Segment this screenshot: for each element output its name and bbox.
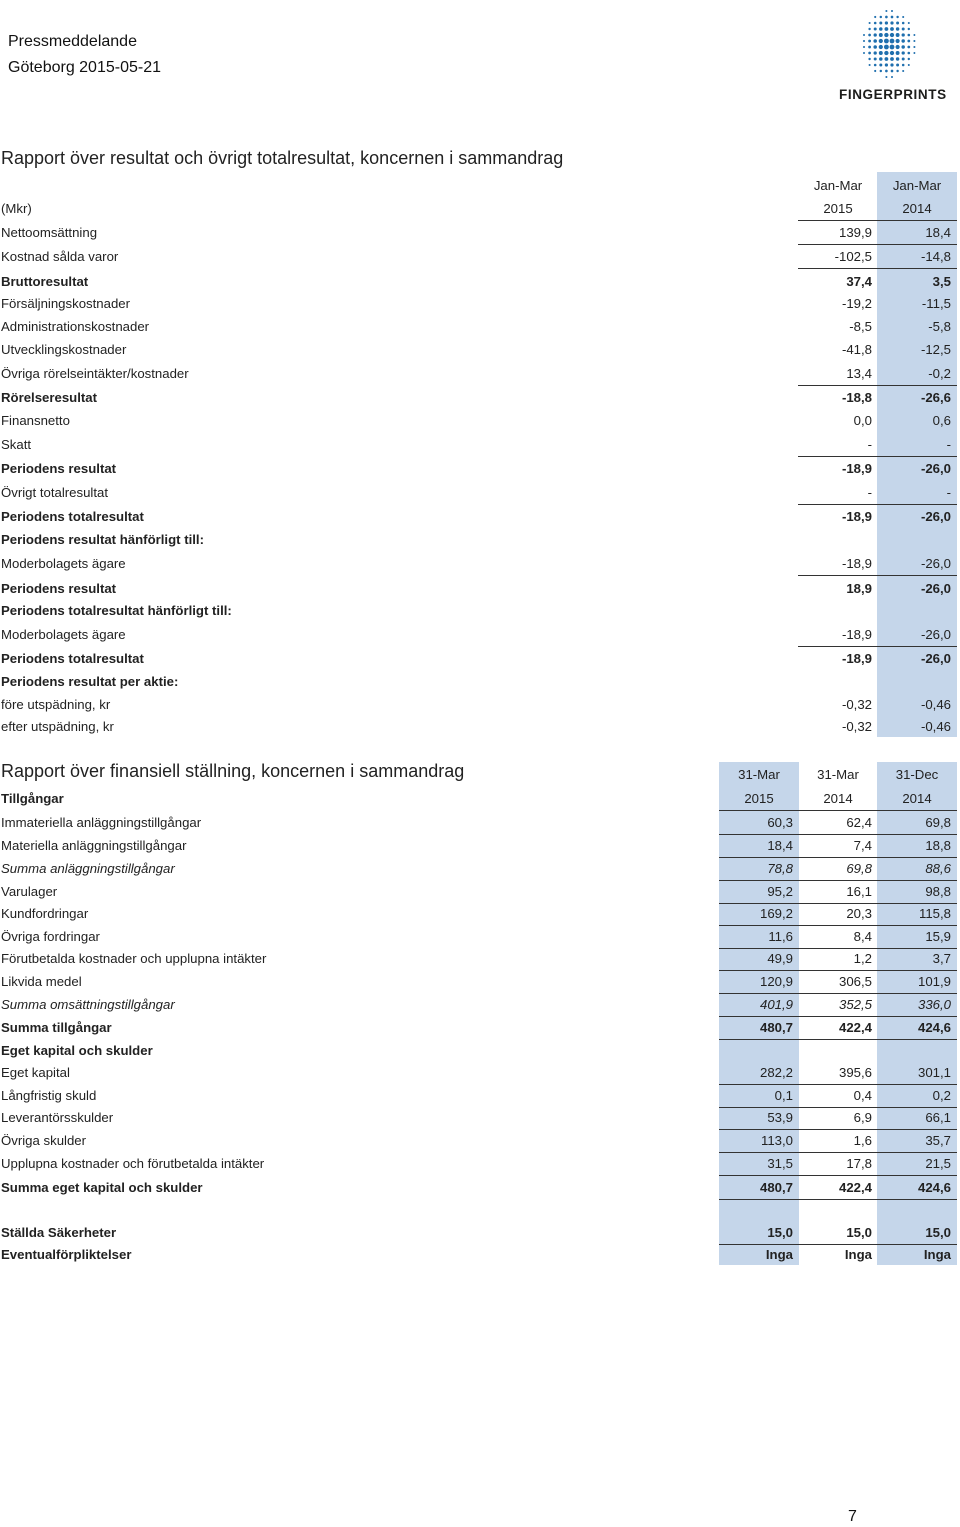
- value-cell: -0,46: [920, 719, 951, 734]
- logo-dot: [902, 58, 905, 61]
- table-row: [0, 410, 958, 432]
- logo-dot: [863, 52, 865, 54]
- table-row: [0, 458, 958, 480]
- table-row: [0, 482, 958, 504]
- logo-dot: [896, 70, 898, 72]
- value-cell: -11,5: [921, 296, 951, 311]
- fingerprint-logo-icon: [860, 8, 918, 80]
- value-cell: -26,0: [920, 651, 951, 666]
- value-cell: 8,4: [798, 926, 878, 949]
- row-label: Kostnad sålda varor: [1, 249, 119, 264]
- value-cell: -19,2: [841, 296, 872, 311]
- table-row: [0, 222, 958, 244]
- logo-dot: [885, 63, 888, 66]
- value-cell: 139,9: [798, 222, 878, 245]
- table-row: [0, 316, 958, 338]
- logo-dot: [907, 40, 910, 43]
- row-label: Skatt: [1, 437, 32, 452]
- logo-dot: [879, 64, 882, 67]
- income-head1-col2: Jan-Mar: [892, 178, 942, 193]
- logo-dot: [880, 70, 882, 72]
- row-label: Finansnetto: [1, 413, 70, 428]
- logo-dot: [913, 40, 915, 42]
- balance-head1-col2: 31-Mar: [817, 767, 859, 782]
- logo-dot: [902, 28, 905, 31]
- table-row: [0, 1062, 958, 1084]
- value-cell: -26,0: [920, 509, 951, 524]
- balance-head1-col1: 31-Mar: [738, 767, 780, 782]
- value-cell: 3,7: [877, 948, 957, 971]
- table-row: [0, 812, 958, 834]
- value-cell: -8,5: [849, 319, 872, 334]
- table-row: [0, 1177, 958, 1199]
- balance-header-row-1: [0, 764, 958, 786]
- row-label: Materiella anläggningstillgångar: [1, 838, 187, 853]
- value-cell: 11,6: [719, 926, 799, 949]
- value-cell: 15,9: [877, 926, 957, 949]
- logo-dot: [896, 16, 898, 18]
- value-cell: 0,0: [853, 413, 872, 428]
- table-row: [0, 434, 958, 456]
- value-cell: 21,5: [877, 1153, 957, 1176]
- value-cell: 37,4: [846, 274, 872, 289]
- logo-dot: [869, 64, 871, 66]
- value-cell: 395,6: [798, 1062, 878, 1085]
- table-row: [0, 271, 958, 293]
- table-row: [0, 926, 958, 948]
- balance-section-assets: Tillgångar: [1, 791, 64, 806]
- logo-dot: [884, 51, 888, 55]
- logo-dot: [863, 40, 865, 42]
- logo-dot: [879, 51, 883, 55]
- table-row: [0, 1107, 958, 1129]
- table-row: [0, 971, 958, 993]
- table-row: [0, 1153, 958, 1175]
- value-cell: 95,2: [719, 881, 799, 904]
- logo-dot: [890, 63, 893, 66]
- table-row: [0, 293, 958, 315]
- value-cell: 282,2: [719, 1062, 799, 1085]
- row-label: Immateriella anläggningstillgångar: [1, 815, 202, 830]
- value-cell: -26,0: [877, 624, 957, 647]
- value-cell: 301,1: [877, 1062, 957, 1085]
- logo-dot: [891, 10, 893, 12]
- value-cell: -18,9: [841, 651, 872, 666]
- row-label: Periodens resultat hänförligt till:: [1, 532, 204, 547]
- balance-head2-col3: 2014: [877, 788, 957, 811]
- logo-dot: [885, 76, 887, 78]
- logo-dot: [913, 34, 915, 36]
- logo-dot: [879, 39, 883, 43]
- logo-dot: [913, 52, 915, 54]
- logo-dot: [863, 34, 865, 36]
- table-row: [0, 529, 958, 551]
- value-cell: 18,4: [719, 835, 799, 858]
- table-row: [0, 339, 958, 361]
- value-cell: 88,6: [877, 858, 957, 881]
- logo-dot: [868, 40, 871, 43]
- logo-dot: [896, 27, 899, 30]
- value-cell: -18,9: [841, 509, 872, 524]
- logo-dot: [885, 57, 889, 61]
- value-cell: 424,6: [877, 1017, 957, 1040]
- row-label: Rörelseresultat: [1, 390, 98, 405]
- value-cell: -5,8: [928, 319, 951, 334]
- logo-dot: [907, 52, 910, 55]
- table-row: [0, 1244, 958, 1266]
- logo-dot: [874, 27, 877, 30]
- value-cell: 78,8: [719, 858, 799, 881]
- logo-dot: [896, 51, 900, 55]
- value-cell: 49,9: [719, 948, 799, 971]
- row-label: Moderbolagets ägare: [1, 627, 126, 642]
- row-label: Ställda Säkerheter: [1, 1225, 117, 1240]
- value-cell: 15,0: [798, 1222, 878, 1245]
- logo-dot: [890, 33, 894, 37]
- logo-dot: [879, 57, 883, 61]
- logo-dot: [908, 22, 910, 24]
- logo-dot: [868, 46, 871, 49]
- value-cell: 60,3: [719, 812, 799, 835]
- balance-sheet-title: Rapport över finansiell ställning, koncernen i sammandrag: [1, 761, 465, 781]
- value-cell: -0,32: [841, 719, 872, 734]
- logo-dot: [885, 21, 888, 24]
- value-cell: Inga: [923, 1247, 951, 1262]
- income-head2-col2: 2014: [877, 198, 957, 221]
- page-number: 7: [848, 1508, 857, 1525]
- income-head1-col1: Jan-Mar: [813, 178, 863, 193]
- row-label: Övriga skulder: [1, 1133, 87, 1148]
- value-cell: 7,4: [798, 835, 878, 858]
- table-row: [0, 363, 958, 385]
- logo-dot: [891, 70, 894, 73]
- table-row: [0, 694, 958, 716]
- table-row: [0, 624, 958, 646]
- row-label: Summa eget kapital och skulder: [1, 1180, 203, 1195]
- logo-dot: [873, 45, 877, 49]
- logo-dot: [869, 22, 871, 24]
- value-cell: 115,8: [877, 903, 957, 926]
- value-cell: 101,9: [877, 971, 957, 994]
- logo-dot: [874, 51, 877, 54]
- logo-dot: [868, 52, 871, 55]
- table-row: [0, 994, 958, 1016]
- table-row: [0, 648, 958, 670]
- logo-dot: [879, 27, 883, 31]
- logo-dot: [868, 28, 870, 30]
- table-row: [0, 1017, 958, 1039]
- row-label: Eget kapital: [1, 1065, 70, 1080]
- logo-dot: [874, 70, 876, 72]
- value-cell: -: [877, 482, 957, 505]
- logo-dot: [890, 51, 894, 55]
- row-label: Övrigt totalresultat: [1, 485, 109, 500]
- row-label: Summa tillgångar: [1, 1020, 112, 1035]
- logo-dot: [874, 16, 876, 18]
- table-row: [0, 1130, 958, 1152]
- row-label: Utvecklingskostnader: [1, 342, 127, 357]
- value-cell: -14,8: [877, 246, 957, 269]
- value-cell: 31,5: [719, 1153, 799, 1176]
- table-row: [0, 600, 958, 622]
- logo-dot: [896, 57, 899, 60]
- table-row: [0, 716, 958, 738]
- header-date: Göteborg 2015-05-21: [8, 59, 161, 76]
- table-row: [0, 835, 958, 857]
- row-label: Förutbetalda kostnader och upplupna intäkter: [1, 951, 267, 966]
- value-cell: -18,8: [841, 390, 872, 405]
- value-cell: 480,7: [719, 1177, 799, 1200]
- income-statement-title: Rapport över resultat och övrigt totalresultat, koncernen i sammandrag: [1, 148, 564, 168]
- value-cell: -0,46: [920, 697, 951, 712]
- logo-dot: [907, 34, 910, 37]
- value-cell: -: [877, 434, 957, 457]
- value-cell: 20,3: [798, 903, 878, 926]
- value-cell: Inga: [765, 1247, 793, 1262]
- value-cell: 422,4: [798, 1177, 878, 1200]
- row-label: Periodens resultat: [1, 461, 117, 476]
- income-header-row-1: [0, 175, 958, 197]
- value-cell: 15,0: [877, 1222, 957, 1245]
- logo-dot: [908, 28, 910, 30]
- logo-dot: [896, 39, 900, 43]
- company-logo: [836, 8, 947, 104]
- value-cell: -41,8: [841, 342, 872, 357]
- logo-dot: [902, 51, 905, 54]
- table-row: [0, 858, 958, 880]
- table-row: [0, 246, 958, 268]
- income-head2-col1: 2015: [798, 198, 878, 221]
- logo-dot: [890, 39, 895, 44]
- logo-dot: [885, 16, 888, 19]
- table-row: [0, 1085, 958, 1107]
- logo-dot: [879, 45, 883, 49]
- logo-dot: [885, 70, 888, 73]
- value-cell: 3,5: [932, 274, 951, 289]
- value-cell: 15,0: [719, 1222, 799, 1245]
- logo-dot: [874, 22, 877, 25]
- logo-dot: [890, 45, 895, 50]
- value-cell: -: [798, 434, 878, 457]
- value-cell: 6,9: [798, 1107, 878, 1130]
- value-cell: 0,6: [932, 413, 951, 428]
- balance-head1-col3: 31-Dec: [895, 767, 939, 782]
- logo-dot: [902, 22, 905, 25]
- logo-dot: [908, 58, 910, 60]
- value-cell: Inga: [844, 1247, 872, 1262]
- value-cell: 336,0: [877, 994, 957, 1017]
- table-row: [0, 1040, 958, 1062]
- value-cell: 1,6: [798, 1130, 878, 1153]
- logo-text: FINGERPRINTS: [839, 87, 947, 102]
- logo-dot: [863, 46, 865, 48]
- income-header-row-2: [0, 198, 958, 220]
- logo-dot: [891, 76, 893, 78]
- value-cell: 0,4: [798, 1085, 878, 1108]
- logo-dot: [880, 16, 882, 18]
- logo-dot: [902, 70, 904, 72]
- logo-dot: [874, 57, 877, 60]
- row-label: efter utspädning, kr: [1, 719, 114, 734]
- value-cell: 18,4: [877, 222, 957, 245]
- value-cell: -18,9: [798, 553, 878, 576]
- logo-dot: [873, 39, 877, 43]
- value-cell: -0,2: [877, 363, 957, 386]
- value-cell: -: [798, 482, 878, 505]
- row-label: Summa anläggningstillgångar: [1, 861, 175, 876]
- row-label: Kundfordringar: [1, 906, 89, 921]
- row-label: Likvida medel: [1, 974, 82, 989]
- value-cell: 120,9: [719, 971, 799, 994]
- header-press-label: Pressmeddelande: [8, 33, 137, 50]
- table-row: [0, 578, 958, 600]
- value-cell: 0,1: [719, 1085, 799, 1108]
- income-unit-label: (Mkr): [1, 201, 32, 216]
- table-row: [0, 671, 958, 693]
- row-label: Varulager: [1, 884, 58, 899]
- logo-dot: [908, 64, 910, 66]
- row-label: Summa omsättningstillgångar: [1, 997, 175, 1012]
- value-cell: -26,0: [877, 553, 957, 576]
- row-label: före utspädning, kr: [1, 697, 111, 712]
- value-cell: 66,1: [877, 1107, 957, 1130]
- row-label: Periodens resultat: [1, 581, 117, 596]
- value-cell: -102,5: [798, 246, 878, 269]
- table-row: [0, 1222, 958, 1244]
- row-label: Upplupna kostnader och förutbetalda intäkter: [1, 1156, 265, 1171]
- logo-dot: [879, 33, 883, 37]
- table-row: [0, 553, 958, 575]
- value-cell: 18,8: [877, 835, 957, 858]
- logo-dot: [907, 46, 910, 49]
- value-cell: 401,9: [719, 994, 799, 1017]
- table-row: [0, 903, 958, 925]
- logo-dot: [896, 33, 900, 37]
- logo-dot: [884, 39, 889, 44]
- row-label: Periodens totalresultat hänförligt till:: [1, 603, 232, 618]
- logo-dot: [868, 34, 871, 37]
- logo-dot: [885, 27, 889, 31]
- value-cell: 424,6: [877, 1177, 957, 1200]
- row-label: Nettoomsättning: [1, 225, 98, 240]
- logo-dot: [884, 33, 888, 37]
- value-cell: 0,2: [877, 1085, 957, 1108]
- value-cell: 1,2: [798, 948, 878, 971]
- logo-dot: [891, 16, 894, 19]
- value-cell: -18,9: [841, 461, 872, 476]
- table-row: [0, 387, 958, 409]
- logo-dot: [902, 33, 905, 36]
- logo-dot: [890, 27, 894, 31]
- logo-dot: [896, 45, 900, 49]
- value-cell: -26,0: [920, 581, 951, 596]
- value-cell: 98,8: [877, 881, 957, 904]
- row-label: Moderbolagets ägare: [1, 556, 126, 571]
- logo-dot: [901, 45, 904, 48]
- value-cell: 69,8: [877, 812, 957, 835]
- row-label: Eventualförpliktelser: [1, 1247, 132, 1262]
- value-cell: 352,5: [798, 994, 878, 1017]
- value-cell: 306,5: [798, 971, 878, 994]
- table-row: [0, 881, 958, 903]
- value-cell: 422,4: [798, 1017, 878, 1040]
- balance-head2-col1: 2015: [719, 788, 799, 811]
- row-label: Leverantörsskulder: [1, 1110, 114, 1125]
- value-cell: -26,0: [920, 461, 951, 476]
- value-cell: 18,9: [846, 581, 872, 596]
- value-cell: 13,4: [798, 363, 878, 386]
- logo-dot: [890, 21, 893, 24]
- value-cell: 113,0: [719, 1130, 799, 1153]
- row-label: Administrationskostnader: [1, 319, 150, 334]
- logo-dot: [884, 45, 889, 50]
- logo-dot: [885, 10, 887, 12]
- logo-dot: [874, 64, 877, 67]
- logo-dot: [901, 39, 904, 42]
- value-cell: 35,7: [877, 1130, 957, 1153]
- logo-dot: [879, 22, 882, 25]
- table-row: [0, 1200, 958, 1222]
- value-cell: 69,8: [798, 858, 878, 881]
- table-row: [0, 506, 958, 528]
- row-label: Periodens resultat per aktie:: [1, 674, 179, 689]
- value-cell: -26,6: [920, 390, 951, 405]
- logo-dot: [896, 22, 899, 25]
- value-cell: -18,9: [798, 624, 878, 647]
- table-row: [0, 948, 958, 970]
- row-label: Försäljningskostnader: [1, 296, 131, 311]
- logo-dot: [874, 33, 877, 36]
- value-cell: -0,32: [841, 697, 872, 712]
- row-label: Långfristig skuld: [1, 1088, 97, 1103]
- logo-dot: [902, 64, 905, 67]
- logo-dot: [890, 57, 894, 61]
- row-label: Övriga rörelseintäkter/kostnader: [1, 366, 189, 381]
- row-label: Periodens totalresultat: [1, 651, 144, 666]
- row-label: Bruttoresultat: [1, 274, 89, 289]
- row-label: Övriga fordringar: [1, 929, 100, 944]
- logo-dot: [896, 64, 899, 67]
- logo-dot: [902, 16, 904, 18]
- row-label: Eget kapital och skulder: [1, 1043, 153, 1058]
- row-label: Periodens totalresultat: [1, 509, 144, 524]
- value-cell: -12,5: [920, 342, 951, 357]
- value-cell: 17,8: [798, 1153, 878, 1176]
- value-cell: 62,4: [798, 812, 878, 835]
- logo-dot: [868, 58, 870, 60]
- value-cell: 53,9: [719, 1107, 799, 1130]
- logo-dot: [913, 46, 915, 48]
- value-cell: 480,7: [719, 1017, 799, 1040]
- value-cell: 16,1: [798, 881, 878, 904]
- balance-header-row-2: [0, 788, 958, 810]
- balance-head2-col2: 2014: [798, 788, 878, 811]
- value-cell: 169,2: [719, 903, 799, 926]
